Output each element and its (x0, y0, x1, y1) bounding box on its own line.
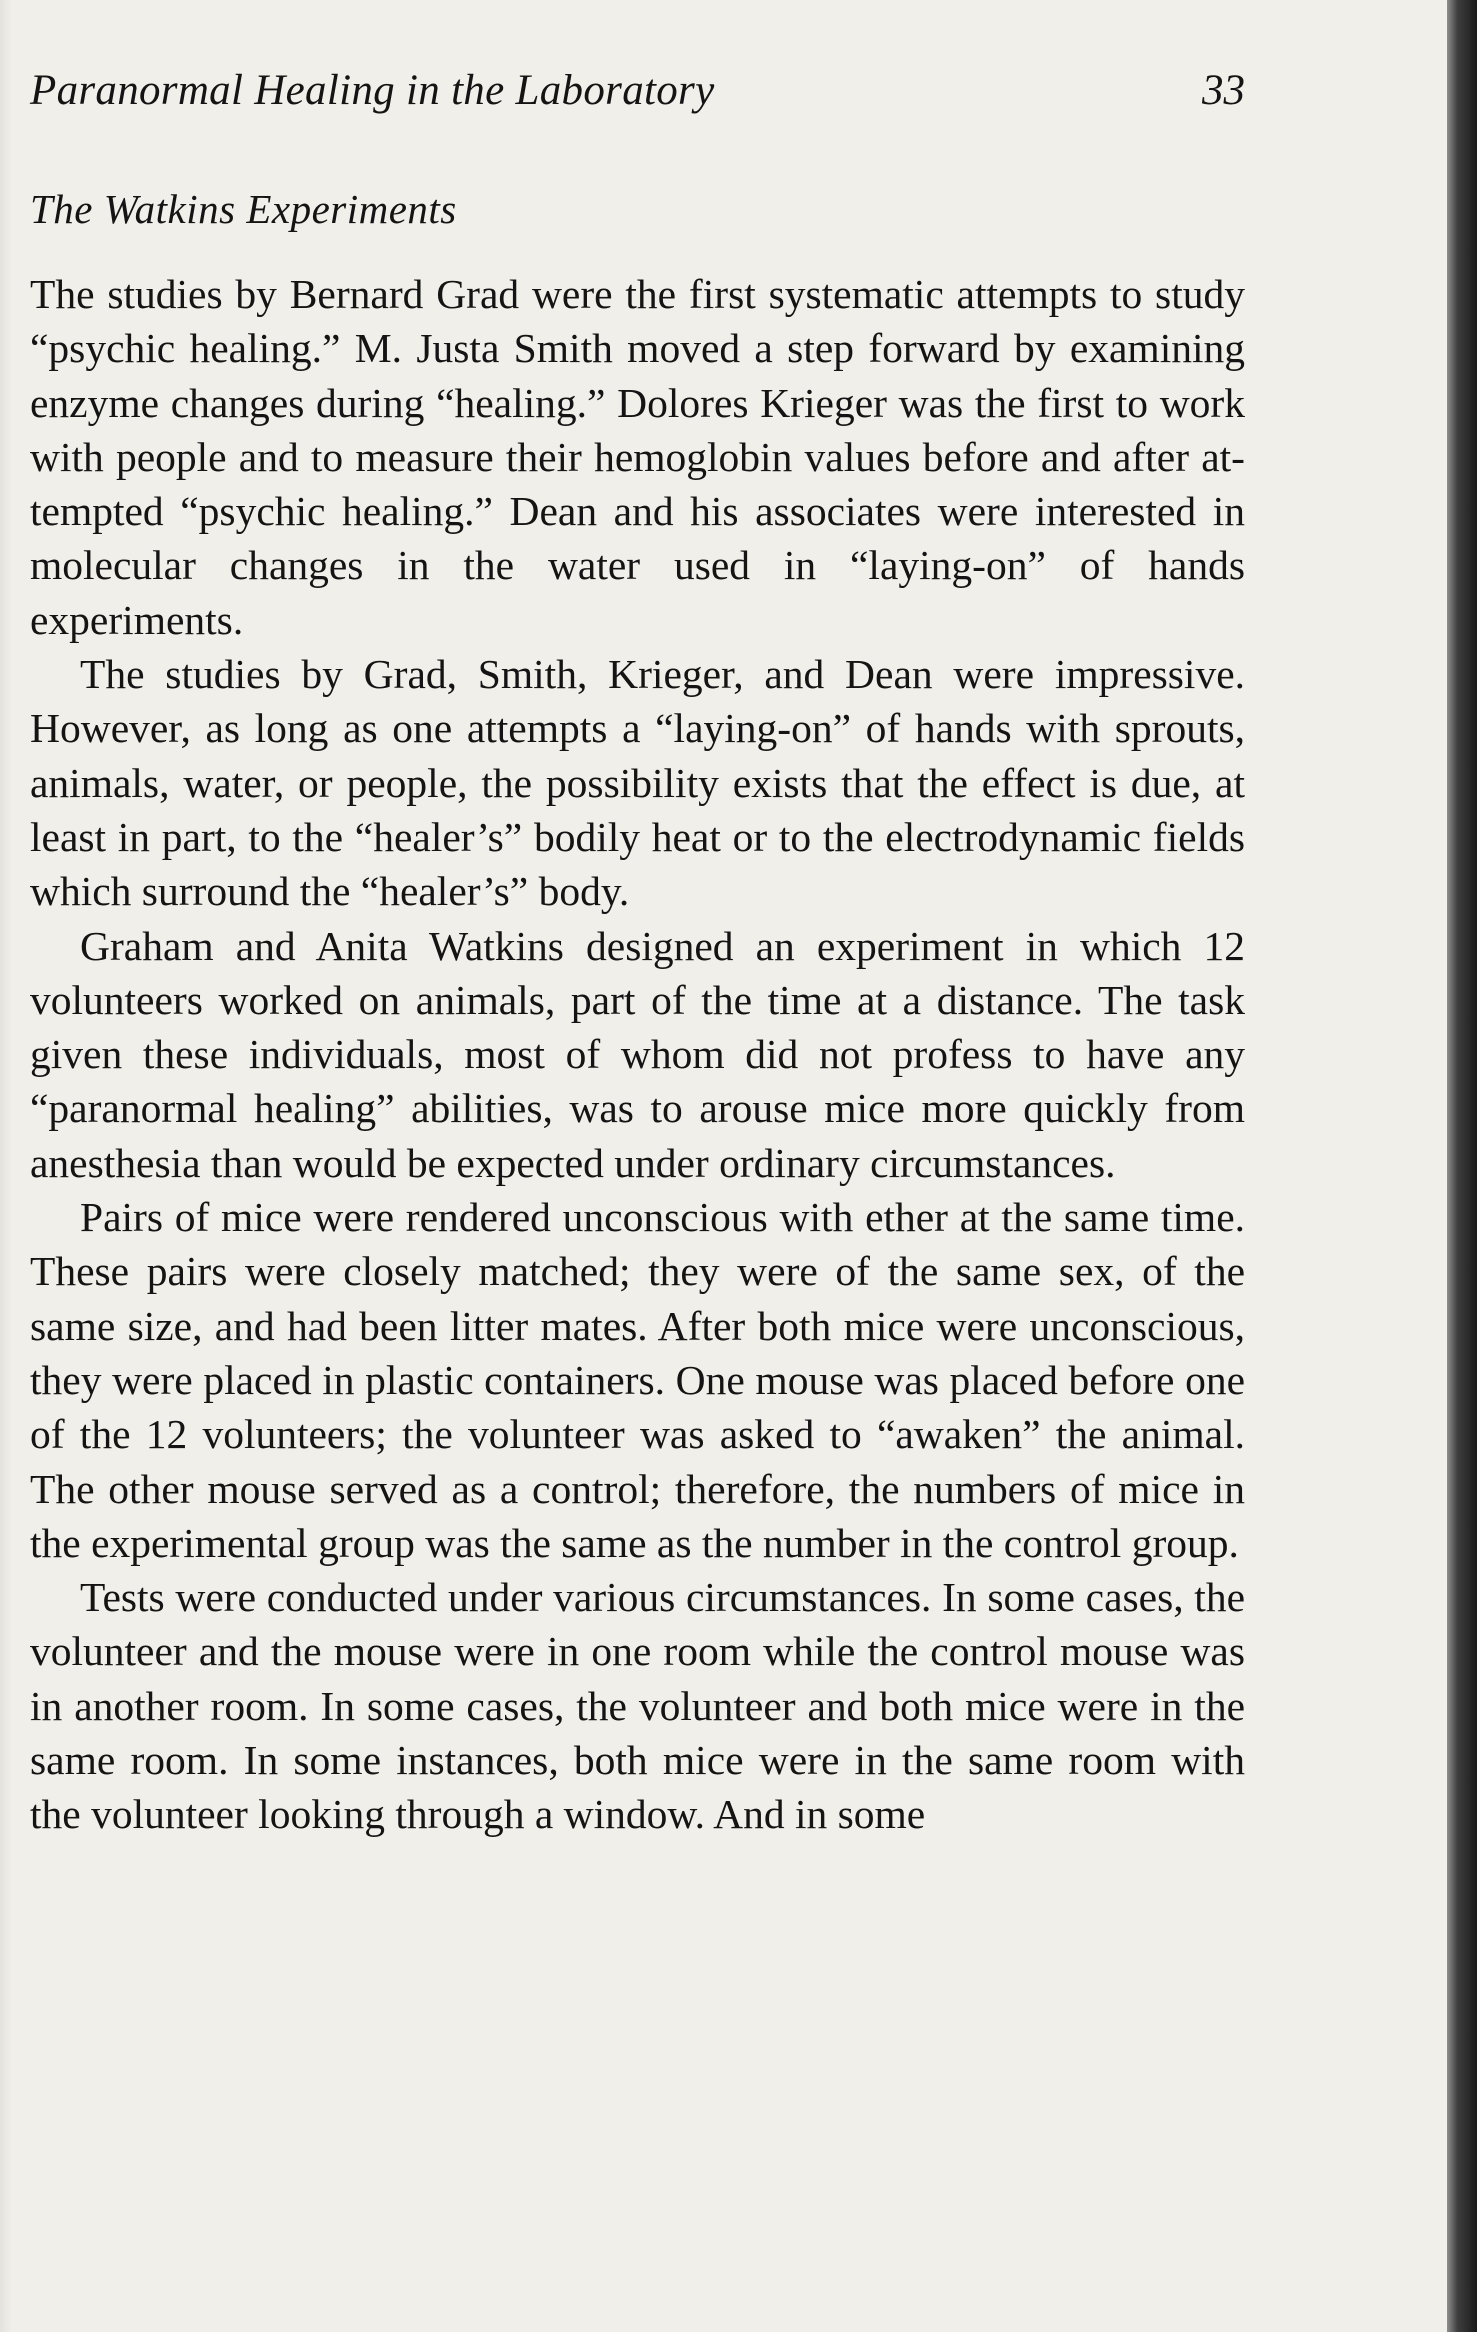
paragraph: Graham and Anita Watkins designed an experiment in which 12 volunteers worked on animals, part of the time at a distance. The task given these individuals, most of whom did not profess to have any “paranormal healing” abilities, was to arouse mice more quickly from anesthesia than would be expected under ordinary circumstances. (30, 922, 1245, 1186)
running-head (30, 66, 1245, 126)
paragraph: The studies by Bernard Grad were the first systematic attempts to study “psychic healing.” M. Justa Smith moved a step forward by examining enzyme changes during “healing.” Dolores Krieger was the first to work with people and to measure their hemoglobin values before and after attempted “psychic healing.” Dean and his associates were interested in molecular changes in the water used in “laying-on” of hands experiments. (30, 271, 1245, 643)
page-edge-left (0, 0, 12, 2332)
paragraph: The studies by Grad, Smith, Krieger, and Dean were impressive. However, as long as one attempts a “laying-on” of hands with sprouts, animals, water, or people, the possibility exists that the effect is due, at least in part, to the “healer’s” bodily heat or to the electrodynamic fields which surround the “healer’s” body. (30, 651, 1245, 915)
paragraph: Pairs of mice were rendered unconscious with ether at the same time. These pairs were closely matched; they were of the same sex, of the same size, and had been litter mates. After both mice were unconscious, they were placed in plastic containers. One mouse was placed before one of the 12 volunteers; the volunteer was asked to “awaken” the animal. The other mouse served as a control; therefore, the numbers of mice in the experimental group was the same as the number in the control group. (30, 1194, 1245, 1566)
page-number: 33 (1202, 67, 1245, 114)
running-title: Paranormal Healing in the Laboratory (30, 67, 715, 114)
book-gutter-shadow (1447, 0, 1477, 2332)
paragraph: Tests were conducted under various circumstances. In some cases, the volunteer and the mouse were in one room while the control mouse was in another room. In some cases, the volunteer and both mice were in the same room. In some instances, both mice were in the same room with the volunteer looking through a window. And in some (30, 1574, 1245, 1838)
body-text (30, 267, 1245, 1842)
section-heading: The Watkins Experiments (30, 186, 457, 232)
